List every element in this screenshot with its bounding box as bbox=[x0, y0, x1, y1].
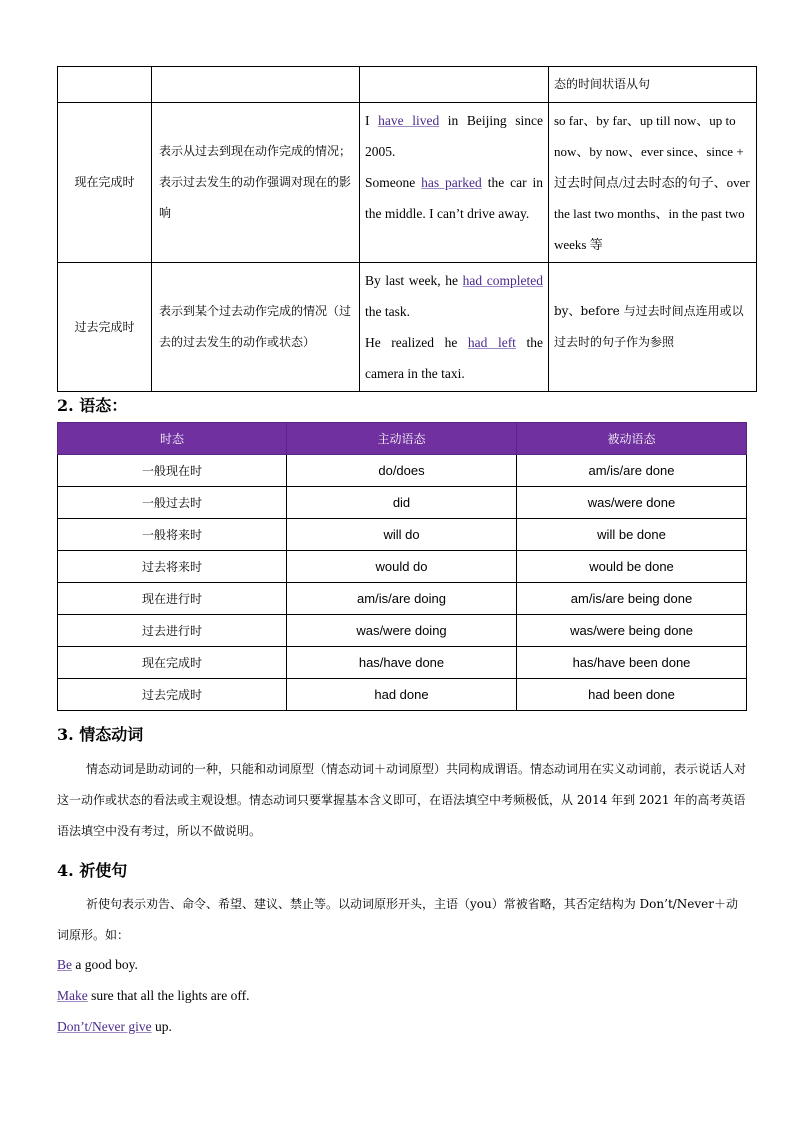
example-sentence bbox=[365, 265, 543, 327]
example-text: He realized he bbox=[365, 335, 468, 350]
table-row bbox=[58, 551, 747, 583]
tense-cell: 过去完成时 bbox=[58, 679, 287, 711]
tense-name: 过去完成时 bbox=[58, 263, 152, 392]
description-line: 表示过去发生的动作强调对现在的影响 bbox=[159, 175, 352, 220]
table-row bbox=[58, 679, 747, 711]
example-text: Someone bbox=[365, 175, 422, 190]
active-cell: do/does bbox=[287, 455, 517, 487]
tense-cell: 过去进行时 bbox=[58, 615, 287, 647]
example-text: a good boy. bbox=[72, 957, 138, 972]
table-row bbox=[58, 487, 747, 519]
table-row bbox=[58, 67, 757, 103]
section-heading: 3. 情态动词 bbox=[57, 725, 144, 744]
empty-cell bbox=[152, 67, 360, 103]
table-row bbox=[58, 263, 757, 392]
example-text: By last week, he bbox=[365, 273, 463, 288]
example-sentence bbox=[57, 957, 138, 973]
paragraph: 祈使句表示劝告、命令、希望、建议、禁止等。以动词原形开头，主语（you）常被省略，其否定结构为 Don’t/Never＋动词原形。如： bbox=[57, 897, 739, 942]
example-text: in Beijing since 2005. bbox=[365, 113, 544, 159]
passive-cell: am/is/are being done bbox=[517, 583, 747, 615]
voice-table bbox=[57, 422, 747, 711]
example-sentence bbox=[57, 1019, 172, 1035]
adverb-cell bbox=[549, 103, 757, 263]
adverb-cell bbox=[549, 67, 757, 103]
tense-cell: 一般将来时 bbox=[58, 519, 287, 551]
table-row bbox=[58, 455, 747, 487]
description-line: 表示到某个过去动作完成的情况（过去的过去发生的动作或状态） bbox=[159, 304, 352, 349]
table-row bbox=[58, 103, 757, 263]
active-cell: was/were doing bbox=[287, 615, 517, 647]
column-header: 时态 bbox=[58, 423, 287, 455]
passive-cell: was/were done bbox=[517, 487, 747, 519]
tense-cell: 现在进行时 bbox=[58, 583, 287, 615]
example-text: the task. bbox=[365, 304, 410, 319]
tense-cell: 一般过去时 bbox=[58, 487, 287, 519]
tense-cell: 一般现在时 bbox=[58, 455, 287, 487]
highlighted-verb: had left bbox=[467, 335, 516, 350]
table-row bbox=[58, 519, 747, 551]
example-cell bbox=[360, 103, 549, 263]
passive-cell: will be done bbox=[517, 519, 747, 551]
example-sentence bbox=[57, 988, 249, 1004]
adverb-text: so far、by far、up till now、up to now、by now、ever since、since + 过去时间点/过去时态的句子、over the last two months、in the past two weeks 等 bbox=[554, 113, 750, 252]
passive-cell: had been done bbox=[517, 679, 747, 711]
empty-cell bbox=[360, 67, 549, 103]
empty-cell bbox=[58, 67, 152, 103]
tense-description bbox=[152, 103, 360, 263]
example-sentence bbox=[365, 105, 543, 167]
highlighted-verb: have lived bbox=[378, 113, 440, 128]
tense-table bbox=[57, 66, 757, 392]
tense-description bbox=[152, 263, 360, 392]
active-cell: has/have done bbox=[287, 647, 517, 679]
tense-cell: 现在完成时 bbox=[58, 647, 287, 679]
description-line: 表示从过去到现在动作完成的情况； bbox=[159, 144, 352, 158]
active-cell: will do bbox=[287, 519, 517, 551]
highlighted-verb: Make bbox=[57, 988, 88, 1003]
example-sentence bbox=[365, 167, 543, 229]
table-row bbox=[58, 615, 747, 647]
highlighted-verb: Don’t/Never give bbox=[57, 1019, 152, 1034]
highlighted-verb: Be bbox=[57, 957, 72, 972]
adverb-text: by、before 与过去时间点连用或以过去时的句子作为参照 bbox=[554, 304, 744, 349]
table-row bbox=[58, 583, 747, 615]
column-header: 被动语态 bbox=[517, 423, 747, 455]
example-sentence bbox=[365, 327, 543, 389]
adverb-cell bbox=[549, 263, 757, 392]
table-row bbox=[58, 647, 747, 679]
active-cell: would do bbox=[287, 551, 517, 583]
passive-cell: am/is/are done bbox=[517, 455, 747, 487]
passive-cell: was/were being done bbox=[517, 615, 747, 647]
active-cell: had done bbox=[287, 679, 517, 711]
adverb-text: 态的时间状语从句 bbox=[554, 77, 651, 91]
tense-name: 现在完成时 bbox=[58, 103, 152, 263]
example-text: I bbox=[365, 113, 379, 128]
active-cell: am/is/are doing bbox=[287, 583, 517, 615]
example-text: sure that all the lights are off. bbox=[87, 988, 250, 1003]
table-header-row bbox=[58, 423, 747, 455]
example-text: up. bbox=[151, 1019, 172, 1034]
example-text: the car in the middle. I can’t drive away. bbox=[365, 175, 543, 221]
tense-cell: 过去将来时 bbox=[58, 551, 287, 583]
passive-cell: would be done bbox=[517, 551, 747, 583]
example-cell bbox=[360, 263, 549, 392]
active-cell: did bbox=[287, 487, 517, 519]
paragraph: 情态动词是助动词的一种，只能和动词原型（情态动词＋动词原型）共同构成谓语。情态动词用在实义动词前，表示说话人对这一动作或状态的看法或主观设想。情态动词只要掌握基本含义即可，在语法填空中考频极低，从 2014 年到 2021 年的高考英语语法填空中没有考过，所以不做说明。 bbox=[57, 762, 747, 838]
highlighted-verb: has parked bbox=[421, 175, 482, 190]
highlighted-verb: had completed bbox=[462, 273, 543, 288]
passive-cell: has/have been done bbox=[517, 647, 747, 679]
section-heading: 2. 语态： bbox=[57, 396, 128, 415]
example-text: the camera in the taxi. bbox=[365, 335, 543, 381]
column-header: 主动语态 bbox=[287, 423, 517, 455]
section-heading: 4. 祈使句 bbox=[57, 861, 128, 880]
